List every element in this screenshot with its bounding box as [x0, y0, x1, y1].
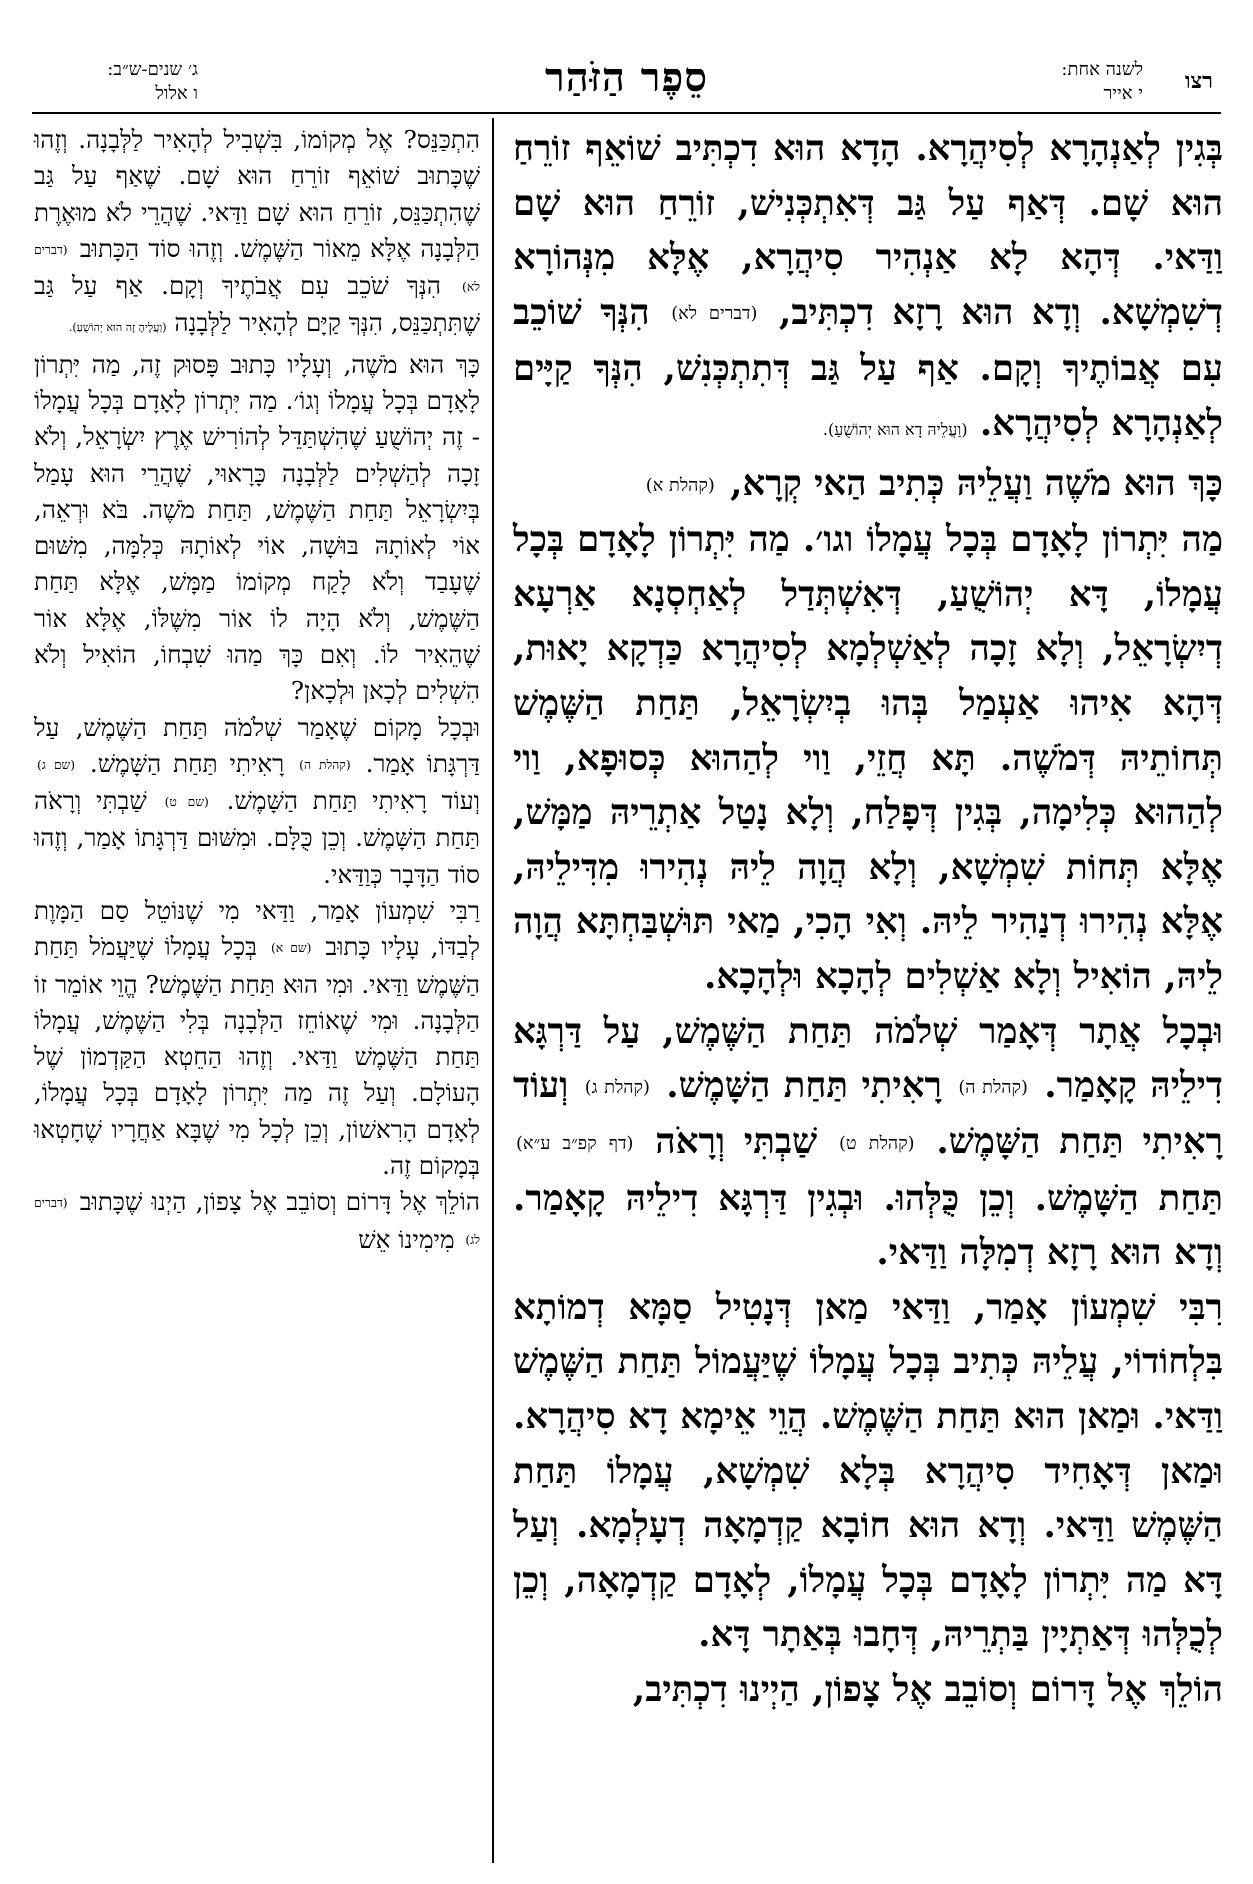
paragraph	[34, 1184, 480, 1258]
text-run: וּבְכָל אֲתָר דְּאָמַר שְׁלֹמֹה תַּחַת הַשֶּׁמֶשׁ, עַל דַּרְגָּא דִילֵיהּ קָאָמַר.	[513, 1010, 1223, 1107]
text-run: תַּחַת הַשָּׁמֶשׁ. וְכֵן כֻּלְּהוּ. וּבְגִין דַּרְגָּא דִילֵיהּ קָאָמַר. וְדָא הוּא רָזָא דְמִלָּה וַדַּאי.	[513, 1177, 1223, 1274]
paragraph	[513, 457, 1223, 513]
scripture-reference: (שם ט)	[164, 795, 209, 810]
text-run: בְּכָל עֲמָלוֹ שֶׁיַּעֲמֹל תַּחַת הַשֶּׁמֶשׁ וַדַּאי. וּמִי הוּא תַּחַת הַשֶּׁמֶשׁ? הֱוֵי אוֹמֵר זוֹ הַלְּבָנָה. וּמִי שֶׁאוֹחֵז הַלְּבָנָה בְּלִי הַשֶּׁמֶשׁ, עֲמָלוֹ תַּחַת הַשֶּׁמֶשׁ וַדַּאי. וְזֶהוּ הַחֵטְא הַקַּדְמוֹן שֶׁל הָעוֹלָם. וְעַל זֶה מַה יִּתְרוֹן לָאָדָם בְּכָל עֲמָלוֹ, לְאָדָם הָרִאשׁוֹן, וְכֵן לְכָל מִי שֶׁבָּא אַחֲרָיו שֶׁחָטְאוּ בְּמָקוֹם זֶה.	[34, 932, 480, 1180]
text-run: רִבִּי שִׁמְעוֹן אָמַר, וַדַּאי מַאן דְּנָטִיל סַמָּא דְמוֹתָא בִּלְחוֹדוֹי, עֲלֵיהּ כְּתִיב בְּכָל עֲמָלוֹ שֶׁיַּעֲמוֹל תַּחַת הַשֶּׁמֶשׁ וַדַּאי. וּמַאן הוּא תַּחַת הַשֶּׁמֶשׁ. הֲוֵי אֵימָא דָא סִיהֲרָא. וּמַאן דְּאָחִיד סִיהֲרָא בְּלָא שִׁמְשָׁא, עֲמָלוֹ תַּחַת הַשֶּׁמֶשׁ וַדַּאי. וְדָא הוּא חוֹבָא קַדְמָאָה דְעָלְמָא. וְעַל דָּא מַה יִּתְרוֹן לָאָדָם בְּכָל עֲמָלוֹ, לְאָדָם קַדְמָאָה, וְכֵן לְכֻלְּהוּ דְּאַתְיָין בַּתְרֵיהּ, דְּחָבוּ בְּאַתָר דָּא.	[513, 1286, 1223, 1656]
schedule-date: ו אלול	[155, 83, 198, 104]
schedule-date: י אייר	[1103, 83, 1143, 104]
scripture-reference: (קהלת ה)	[299, 757, 351, 772]
scripture-reference: (דברים לא)	[671, 304, 758, 325]
schedule-line: ג׳ שנים-ש״ב:	[107, 59, 198, 80]
paragraph	[513, 513, 1223, 1004]
text-run: הוֹלֵךְ אֶל דָּרוֹם וְסוֹבֵב אֶל צָפוֹן, הַיְנוּ שֶׁכָּתוּב	[79, 1187, 480, 1217]
scripture-reference: (קהלת א)	[645, 475, 715, 496]
aramaic-column	[513, 122, 1223, 1717]
text-run: הִנְּךָ שֹׁכֵב עִם אֲבֹתֶיךָ וְקָם. אַף עַל גַּב שֶׁתִּתְכַּנֵּס, הִנְּךָ קַיָּם לְהָאִיר לַלְּבָנָה	[34, 271, 480, 338]
column-divider	[492, 118, 494, 1863]
text-run: וְעוֹד רָאִיתִי תַּחַת הַשָּׁמֶשׁ.	[226, 786, 480, 816]
scripture-reference: (שם ג)	[37, 757, 75, 772]
paragraph	[513, 1663, 1223, 1718]
text-run: כָּךְ הוּא מֹשֶׁה, וְעָלָיו כָּתוּב פָּסוּק זֶה, מַה יִּתְרוֹן לָאָדָם בְּכָל עֲמָלוֹ וְגוֹ׳. מַה יִּתְרוֹן לָאָדָם בְּכָל עֲמָלוֹ - זֶה יְהוֹשֻׁעַ שֶׁהִשְׁתַּדֵּל לְהוֹרִישׁ אֶרֶץ יִשְׂרָאֵל, וְלֹא זָכָה לְהַשְׁלִים לַלְּבָנָה כָּרָאוּי, שֶׁהֲרֵי הוּא עָמַל בְּיִשְׂרָאֵל תַּחַת הַשֶּׁמֶשׁ, תַּחַת מֹשֶׁה. בֹּא וּרְאֵה, אוֹי לְאוֹתָהּ בּוּשָׁה, אוֹי לְאוֹתָהּ כְּלִמָּה, מִשּׁוּם שֶׁעָבַד וְלֹא לָקַח מְקוֹמוֹ מַמָּשׁ, אֶלָּא תַּחַת הַשֶּׁמֶשׁ, וְלֹא הָיָה לוֹ אוֹר מִשֶּׁלּוֹ, אֶלָּא אוֹר שֶׁהֵאִיר לוֹ. וְאִם כָּךְ מַהוּ שִׁבְחוֹ, הוֹאִיל וְלֹא הִשְׁלִים לְכָאן וּלְכָאן?	[34, 349, 480, 706]
text-run: שַׁבְתִּי וְרָאֹה תַּחַת הַשָּׁמֶשׁ. וְכֵן כֻּלָּם. וּמִשּׁוּם דַּרְגָּתוֹ אָמַר, וְזֶהוּ סוֹד הַדָּבָר כְּוַדַּאי.	[34, 786, 480, 889]
paragraph	[34, 347, 480, 710]
scripture-reference: (קהלת ג)	[584, 1077, 650, 1098]
text-run: הִנְּךָ שׁוֹכֵב עִם אֲבוֹתֶיךָ וְקָם. אַף עַל גַּב דְּתִתְכְּנִשׁ, הִנְּךָ קַיָּים לְאַנְהָרָא לְסִיהֲרָא.	[513, 291, 1223, 444]
header-rule	[32, 112, 1221, 114]
text-run: בְּגִין לְאַנְהָרָא לְסִיהֲרָא. הָדָא הוּא דִכְתִּיב שׁוֹאֵף זוֹרֵחַ הוּא שָׁם. דְּאַף עַל גַּב דְּאִתְכְּנִישׁ, זוֹרֵחַ הוּא שָׁם וַדַּאי. דְּהָא לָא אַנְהִיר סִיהֲרָא, אֶלָּא מִנְּהוֹרָא דְשִׁמְשָׁא. וְדָא הוּא רָזָא דִכְתִּיב,	[513, 128, 1223, 333]
page-number: רצו	[1185, 68, 1213, 94]
header-study-schedule-left	[38, 58, 198, 106]
text-run: מַה יִּתְרוֹן לָאָדָם בְּכָל עֲמָלוֹ וגו׳. מַה יִּתְרוֹן לָאָדָם בְּכָל עֲמָלוֹ, דָּא יְהוֹשֻׁעַ, דְּאִשְׁתְּדַל לְאַחְסְנָא אַרְעָא דְיִשְׂרָאֵל, וְלָא זָכָה לְאַשְׁלְמָא לְסִיהֲרָא כַּדְקָא יָאוּת, דְּהָא אִיהוּ אַעְמַל בְּהוּ בְיִשְׂרָאֵל, תַּחַת הַשֶּׁמֶשׁ תְּחוֹתֵיהּ דְּמֹשֶׁה. תָּא חֲזֵי, וַוי לְהַהוּא כְּסוּפָא, וַוי לְהַהוּא כְּלִימָה, בְּגִין דְּפָלַח, וְלָא נָטַל אַתְרֵיהּ מַמָּשׁ, אֶלָּא תְּחוֹת שִׁמְשָׁא, וְלָא הֲוָה לֵיהּ נְהִירוּ מִדִּילֵיהּ, אֶלָּא נְהִירוּ דְנַהִיר לֵיהּ. וְאִי הָכִי, מַאי תּוּשְׁבַּחְתָּא הֲוָה לֵיהּ, הוֹאִיל וְלָא אַשְׁלִים לְהָכָא וּלְהָכָא.	[513, 519, 1223, 998]
text-run: רַבִּי שִׁמְעוֹן אָמַר, וַדַּאי מִי שֶׁנּוֹטֵל סַם הַמָּוֶת לְבַדּוֹ, עָלָיו כָּתוּב	[34, 895, 480, 962]
scripture-reference: (קהלת ה)	[958, 1077, 1028, 1098]
scripture-reference: (קהלת ט)	[838, 1133, 915, 1154]
paragraph	[513, 1005, 1223, 1281]
paragraph	[34, 710, 480, 893]
text-run: מִימִינוֹ אֵשׁ	[358, 1224, 455, 1254]
text-run: שַׁבְתִּי וְרָאֹה	[655, 1121, 818, 1163]
text-run: הִתְכַּנֵּס? אֶל מְקוֹמוֹ, בִּשְׁבִיל לְהָאִיר לַלְּבָנָה. וְזֶהוּ שֶׁכָּתוּב שׁוֹאֵף זוֹרֵחַ הוּא שָׁם. שֶׁאַף עַל גַּב שֶׁהִתְכַּנֵּס, זוֹרֵחַ הוּא שָׁם וַדַּאי. שֶׁהֲרֵי לֹא מוּאֶרֶת הַלְּבָנָה אֶלָּא מֵאוֹר הַשֶּׁמֶשׁ. וְזֶהוּ סוֹד הַכָּתוּב	[34, 125, 480, 263]
paragraph	[513, 122, 1223, 457]
text-run: וּבְכָל מָקוֹם שֶׁאָמַר שְׁלֹמֹה תַּחַת הַשֶּׁמֶשׁ, עַל דַּרְגָּתוֹ אָמַר.	[34, 712, 481, 778]
paragraph	[34, 122, 480, 347]
gloss-note: (וַעֲלֶיהָ זֶה הוּא יְהוֹשֻׁעַ).	[68, 321, 167, 335]
text-run: כָּךְ הוּא מֹשֶׁה וַעֲלֵיהּ כְּתִיב הַאי קְרָא,	[730, 463, 1223, 505]
folio-reference: (דף קפ״ב ע״א)	[516, 1133, 634, 1154]
schedule-line: לשנה אחת:	[1061, 59, 1143, 80]
scripture-reference: (דברים לא)	[34, 242, 480, 295]
page-title: סֵפֶר הַזֹּהַר	[545, 54, 708, 101]
paragraph	[34, 893, 480, 1184]
text-run: רָאִיתִי תַּחַת הַשָּׁמֶשׁ.	[666, 1065, 942, 1107]
text-run: הוֹלֵךְ אֶל דָּרוֹם וְסוֹבֵב אֶל צָפוֹן, הַיְינוּ דִכְתִּיב,	[632, 1668, 1223, 1710]
scripture-reference: (שם א)	[271, 941, 312, 956]
paragraph	[513, 1281, 1223, 1663]
text-run: וְעוֹד רָאִיתִי תַּחַת הַשָּׁמֶשׁ.	[513, 1065, 1224, 1163]
scripture-reference: (דברים לג)	[34, 1196, 480, 1248]
gloss-note: (וַעֲלֵיהּ דָא הוּא יְהוֹשֻׁעַ).	[822, 419, 968, 439]
text-run: רָאִיתִי תַּחַת הַשָּׁמֶשׁ.	[89, 748, 285, 778]
hebrew-translation-column	[34, 122, 480, 1259]
